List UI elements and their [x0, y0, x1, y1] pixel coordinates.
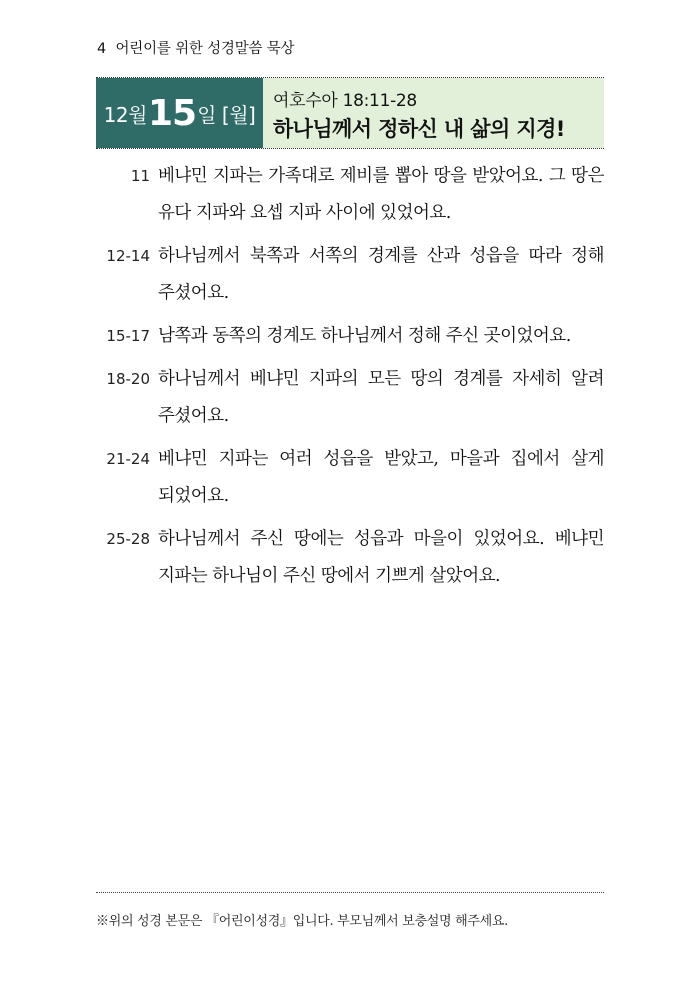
- passage-title: 하나님께서 정하신 내 삶의 지경!: [273, 117, 565, 141]
- verse-number: 18-20: [106, 370, 150, 388]
- verse-item: [96, 318, 604, 355]
- verse-number: 11: [130, 167, 150, 185]
- footnote: ※위의 성경 본문은 『어린이성경』입니다. 부모님께서 보충설명 해주세요.: [96, 914, 508, 929]
- scripture-reference: 여호수아 18:11-28: [273, 91, 417, 111]
- footer-divider: [96, 892, 604, 893]
- verse-item: [96, 238, 604, 312]
- running-header: [97, 37, 294, 58]
- verse-number: 12-14: [106, 247, 150, 265]
- date-day-suffix: 일: [197, 102, 216, 127]
- verse-number: 25-28: [106, 530, 150, 548]
- verse-item: [96, 521, 604, 595]
- verse-number: 21-24: [106, 450, 150, 468]
- date-day: 15: [147, 92, 197, 134]
- verse-text: 하나님께서 주신 땅에는 성읍과 마을이 있었어요. 베냐민 지파는 하나님이 주신 땅에서 기쁘게 살았어요.: [158, 529, 604, 586]
- verse-text: 하나님께서 북쪽과 서쪽의 경계를 산과 성읍을 따라 정해 주셨어요.: [158, 246, 604, 303]
- verse-text: 남쪽과 동쪽의 경계도 하나님께서 정해 주신 곳이었어요.: [158, 326, 571, 346]
- date-month: 12월: [103, 102, 147, 127]
- book-title: 어린이를 위한 성경말씀 묵상: [115, 41, 295, 57]
- verse-item: [96, 361, 604, 435]
- verse-text: 베냐민 지파는 가족대로 제비를 뽑아 땅을 받았어요. 그 땅은 유다 지파와 요셉 지파 사이에 있었어요.: [158, 166, 604, 223]
- date-weekday: [월]: [221, 102, 256, 127]
- page-number: 4: [97, 41, 107, 57]
- date-box: [96, 78, 263, 148]
- passage-box: [263, 78, 604, 148]
- verse-item: [96, 441, 604, 515]
- devotion-title-block: [96, 77, 604, 149]
- verse-number: 15-17: [106, 327, 150, 345]
- verse-list: [96, 158, 604, 601]
- verse-text: 하나님께서 베냐민 지파의 모든 땅의 경계를 자세히 알려 주셨어요.: [158, 369, 604, 426]
- verse-text: 베냐민 지파는 여러 성읍을 받았고, 마을과 집에서 살게 되었어요.: [158, 449, 604, 506]
- verse-item: [96, 158, 604, 232]
